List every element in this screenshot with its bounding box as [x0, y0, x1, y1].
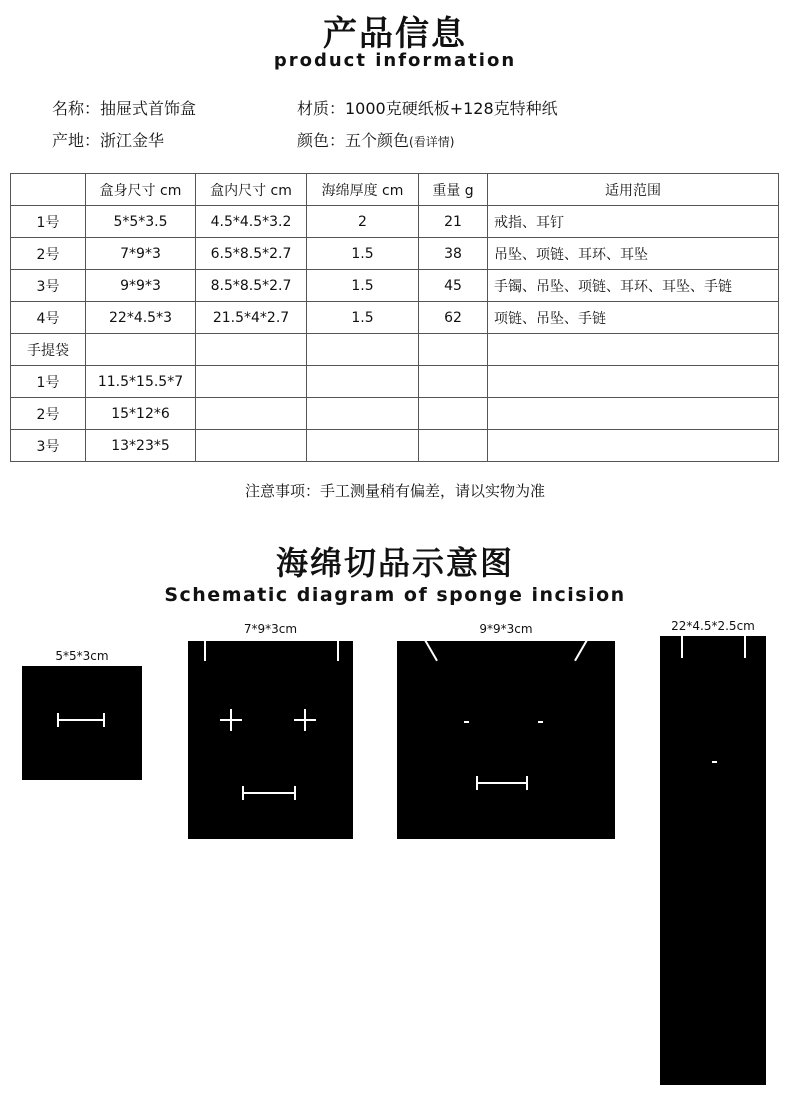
table-row — [11, 334, 779, 366]
table-cell — [307, 366, 419, 398]
slot-mark — [526, 776, 528, 790]
info-color-note: (看详情) — [409, 135, 455, 149]
table-cell: 3号 — [11, 270, 86, 302]
table-header-cell: 盒身尺寸 cm — [86, 174, 196, 206]
table-cell — [307, 398, 419, 430]
slot-mark — [57, 719, 105, 721]
schematic-title: 海绵切品示意图 — [275, 544, 514, 582]
slot-mark — [103, 713, 105, 727]
table-cell: 9*9*3 — [86, 270, 196, 302]
sponge-4 — [660, 636, 766, 1085]
table-header-row — [11, 174, 779, 206]
table-cell: 手镯、吊坠、项链、耳环、耳坠、手链 — [488, 270, 779, 302]
table-header-cell: 适用范围 — [488, 174, 779, 206]
table-row — [11, 366, 779, 398]
hole-mark — [538, 721, 543, 723]
slit-mark — [424, 640, 438, 662]
table-cell — [488, 366, 779, 398]
table-cell — [196, 398, 307, 430]
slot-mark — [57, 713, 59, 727]
slot-mark — [242, 792, 296, 794]
spec-table — [10, 173, 779, 462]
table-row — [11, 270, 779, 302]
table-cell: 21.5*4*2.7 — [196, 302, 307, 334]
hole-mark — [464, 721, 469, 723]
table-cell — [488, 430, 779, 462]
table-row — [11, 430, 779, 462]
table-cell: 15*12*6 — [86, 398, 196, 430]
hole-mark — [712, 761, 717, 763]
table-cell: 8.5*8.5*2.7 — [196, 270, 307, 302]
table-cell — [307, 430, 419, 462]
info-name: 名称：抽屉式首饰盒 — [52, 99, 197, 118]
table-row — [11, 206, 779, 238]
slit-mark — [337, 641, 339, 661]
table-cell: 5*5*3.5 — [86, 206, 196, 238]
note-text: 注意事项：手工测量稍有偏差，请以实物为准 — [244, 482, 545, 500]
cross-mark — [304, 709, 306, 731]
table-cell — [307, 334, 419, 366]
slit-mark — [744, 636, 746, 658]
sponge-1-label: 5*5*3cm — [55, 649, 109, 663]
cross-mark — [230, 709, 232, 731]
slot-mark — [476, 776, 478, 790]
table-cell — [86, 334, 196, 366]
info-color-text: 颜色：五个颜色 — [297, 131, 410, 150]
table-cell: 1.5 — [307, 238, 419, 270]
table-cell: 4.5*4.5*3.2 — [196, 206, 307, 238]
table-cell: 2 — [307, 206, 419, 238]
table-cell: 1.5 — [307, 302, 419, 334]
table-cell — [419, 398, 488, 430]
table-row — [11, 302, 779, 334]
table-row — [11, 398, 779, 430]
sponge-2-label: 7*9*3cm — [243, 622, 298, 636]
table-cell: 2号 — [11, 398, 86, 430]
table-cell: 3号 — [11, 430, 86, 462]
sponge-3-label: 9*9*3cm — [479, 622, 533, 636]
table-cell: 1.5 — [307, 270, 419, 302]
sponge-4-label: 22*4.5*2.5cm — [671, 619, 755, 633]
slit-mark — [574, 640, 588, 662]
table-cell: 1号 — [11, 206, 86, 238]
slot-mark — [476, 782, 528, 784]
table-cell — [196, 334, 307, 366]
sponge-3 — [397, 641, 615, 839]
table-cell: 21 — [419, 206, 488, 238]
slit-mark — [681, 636, 683, 658]
info-material: 材质：1000克硬纸板+128克特种纸 — [297, 99, 558, 118]
table-cell: 11.5*15.5*7 — [86, 366, 196, 398]
table-cell — [419, 430, 488, 462]
table-cell — [488, 398, 779, 430]
slot-mark — [294, 786, 296, 800]
table-cell: 吊坠、项链、耳环、耳坠 — [488, 238, 779, 270]
table-cell: 22*4.5*3 — [86, 302, 196, 334]
table-row — [11, 238, 779, 270]
table-header-cell: 盒内尺寸 cm — [196, 174, 307, 206]
table-cell: 45 — [419, 270, 488, 302]
table-cell — [419, 366, 488, 398]
table-header-cell: 海绵厚度 cm — [307, 174, 419, 206]
table-cell: 项链、吊坠、手链 — [488, 302, 779, 334]
slot-mark — [242, 786, 244, 800]
table-header-cell: 重量 g — [419, 174, 488, 206]
table-cell — [196, 430, 307, 462]
slit-mark — [204, 641, 206, 661]
table-cell: 戒指、耳钉 — [488, 206, 779, 238]
table-cell: 2号 — [11, 238, 86, 270]
table-cell: 7*9*3 — [86, 238, 196, 270]
table-cell — [196, 366, 307, 398]
table-cell: 6.5*8.5*2.7 — [196, 238, 307, 270]
table-cell: 手提袋 — [11, 334, 86, 366]
table-cell: 4号 — [11, 302, 86, 334]
sponge-2 — [188, 641, 353, 839]
page-subtitle: product information — [273, 50, 517, 71]
page-title: 产品信息 — [323, 14, 467, 54]
table-cell: 62 — [419, 302, 488, 334]
schematic-subtitle: Schematic diagram of sponge incision — [164, 584, 626, 606]
table-cell — [419, 334, 488, 366]
table-header-cell — [11, 174, 86, 206]
table-cell: 38 — [419, 238, 488, 270]
info-color — [297, 128, 454, 151]
table-cell: 13*23*5 — [86, 430, 196, 462]
info-origin: 产地：浙江金华 — [52, 131, 165, 150]
table-cell — [488, 334, 779, 366]
sponge-1 — [22, 666, 142, 780]
table-cell: 1号 — [11, 366, 86, 398]
